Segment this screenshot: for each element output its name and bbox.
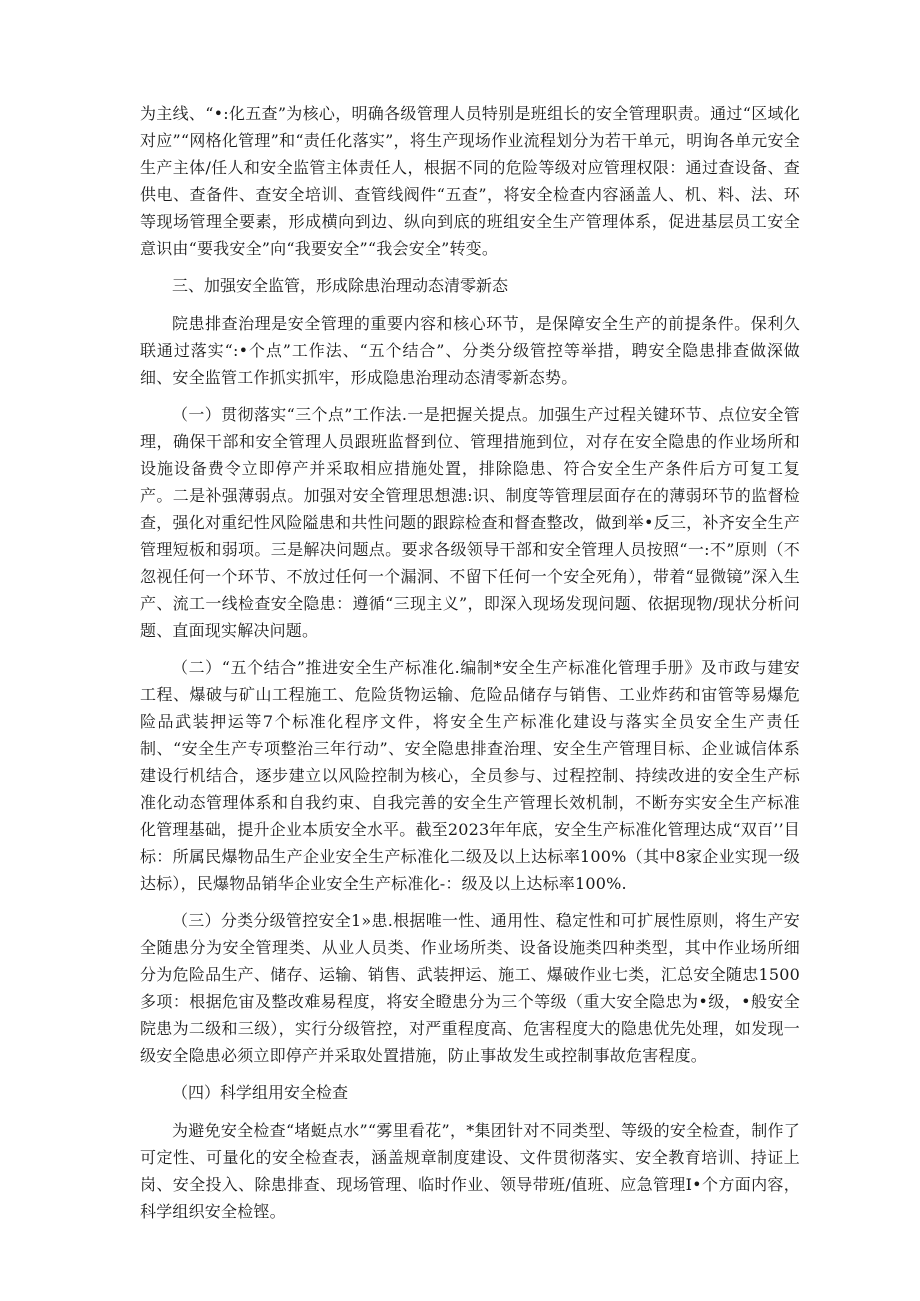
- paragraph-five-combinations: （二）“五个结合”推进安全生产标准化.编制*安全生产标准化管理手册》及市政与建安工程、爆破与矿山工程施工、危险货物运输、危险品储存与销售、工业炸药和宙管等易爆危险品武装押运等7个标准化程序文件，将安全生产标准化建设与落实全员安全生产责任制、“安全生产专项整治三年行动”、安全隐患排查治理、安全生产管理目标、企业诚信体系建设行机结合，逐步建立以风险控制为核心，全员参与、过程控制、持续改进的安全生产标准化动态管理体系和自我约束、自我完善的安全生产管理长效机制，不断夯实安全生产标准化管理基础，提升企业本质安全水平。截至2023年年底，安全生产标准化管理达成“双百’’目标：所属民爆物品生产企业安全生产标准化二级及以上达标率100%（其中8家企业实现一级达标），民爆物品销华企业安全生产标准化-：级及以上达标率100%.: [140, 658, 800, 893]
- paragraph-hazard-overview: 院患排查治理是安全管理的重要内容和核心环节，是保障安全生产的前提条件。保利久联通过落实“:•个点”工作法、“五个结合”、分类分级管控等举措，聘安全隐患排查做深做细、安全监管工作抓实抓牢，形成隐患治理动态清零新态势。: [140, 314, 800, 387]
- section-heading-3: 三、加强安全监管，形成除患治理动态清零新态: [172, 276, 509, 295]
- document-page: [140, 100, 800, 1235]
- paragraph-safety-inspection: 为避免安全检查“堵蜓点水”“雾里看花”，*集团针对不同类型、等级的安全检查，制作了可定性、可量化的安全检查表，涵盖规章制度建设、文件贯彻落实、安全教育培训、持证上岗、安全投入、除患排查、现场管理、临时作业、领导带班/值班、应急管理I•个方面内容，科学组织安全检铿。: [140, 1121, 800, 1221]
- paragraph-classified-control: （三）分类分级管控安全1»患.根据唯一性、通用性、稳定性和可扩展性原则，将生产安全随患分为安全管理类、从业人员类、作业场所类、设备设施类四种类型，其中作业场所细分为危险品生产、储存、运输、销售、武装押运、施工、爆破作业七类，汇总安全随忠1500多项：根据危宙及整改难易程度，将安全瞪患分为三个等级（重大安全隐忠为•级，•般安全院患为二级和三级），实行分级管控，对严重程度高、危害程度大的隐患优先处理，如发现一级安全隐患必须立即停产并采取处置措施，防止事故发生或控制事故危害程度。: [140, 911, 800, 1065]
- section-heading-4: （四）科学组用安全检查: [172, 1083, 349, 1102]
- paragraph-three-points: （一）贯彻落实“三个点”工作法.一是把握关提点。加强生产过程关键环节、点位安全管理，确保干部和安全管理人员跟班监督到位、管理措施到位，对存在安全隐患的作业场所和设施设备费令立即停产并采取相应措施处置，排除隐患、符合安全生产条件后方可复工复产。二是补强薄弱点。加强对安全管理思想漶:识、制度等管理层面存在的薄弱环节的监督检查，强化对重纪性风险隘患和共性问题的跟踪检查和督查整改，做到举•反三，补齐安全生产管理短板和弱项。三是解决问题点。要求各级领导干部和安全管理人员按照“一:不”原则（不忽视任何一个环节、不放过任何一个漏洞、不留下任何一个安全死角），带着“显微镜”深入生产、流工一线检查安全隐患：遵循“三现主义”，即深入现场发现问题、依据现物/现状分析问题、直面现实解决问题。: [140, 405, 800, 640]
- paragraph-intro-continuation: 为主线、“•:化五查”为核心，明确各级管理人员特别是班组长的安全管理职责。通过“区域化对应”“网格化管理”和“责任化落实”，将生产现场作业流程划分为若干单元，明询各单元安全生产主体/任人和安全监管主体责任人，根据不同的危险等级对应管理权限：通过查设备、查供电、查备件、查安全培训、查管线阀件“五查”，将安全检查内容涵盖人、机、料、法、环等现场管理全要素，形成横向到边、纵向到底的班组安全生产管理体系，促进基层员工安全意识由“要我安全”向“我要安全”“我会安全”转变。: [140, 104, 800, 258]
